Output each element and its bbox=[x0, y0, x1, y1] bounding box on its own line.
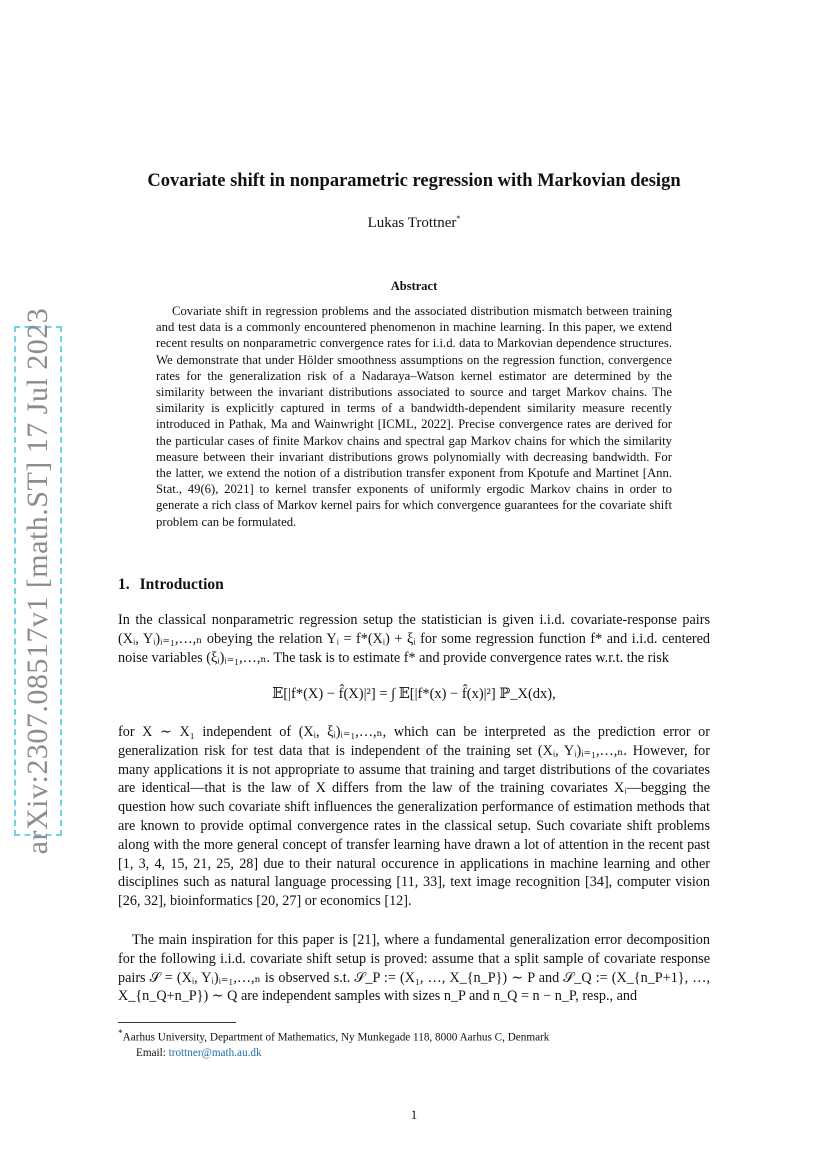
intro-paragraph-2 bbox=[118, 723, 710, 911]
author-name: Lukas Trottner bbox=[367, 215, 457, 231]
paragraph-text: The main inspiration for this paper is [21], where a fundamental generalization error decomposition for the following i.i.d. covariate shift setup is proved: assume that a split sample of covariate response pairs 𝒮 = (Xᵢ, Yᵢ)ᵢ₌₁,…,ₙ is observed s.t. 𝒮_P := (X₁, …, X_{n_P}) ∼ P and 𝒮_Q := (X_{n_P+1}, …, X_{n_Q+n_P}) ∼ Q are independent samples with sizes n_P and n_Q = n − n_P, resp., and bbox=[118, 932, 710, 1005]
paper-title: Covariate shift in nonparametric regression with Markovian design bbox=[147, 171, 681, 191]
arxiv-stamp[interactable] bbox=[14, 307, 62, 855]
risk-equation: 𝔼[|f*(X) − f̂(X)|²] = ∫ 𝔼[|f*(x) − f̂(x)|²] ℙ_X(dx), bbox=[272, 686, 556, 702]
footnote-email-label: Email: bbox=[136, 1047, 166, 1060]
section-title: Introduction bbox=[139, 576, 224, 593]
section-number: 1. bbox=[118, 576, 130, 593]
page-number: 1 bbox=[410, 1107, 418, 1122]
section-heading bbox=[118, 576, 224, 594]
footnote-divider bbox=[118, 1022, 236, 1023]
author-line bbox=[0, 214, 828, 232]
email-link[interactable]: trottner@math.au.dk bbox=[168, 1047, 262, 1060]
paragraph-text: for X ∼ X₁ independent of (Xᵢ, ξᵢ)ᵢ₌₁,…,ₙ, which can be interpreted as the prediction error or generalization risk for test data that is independent of the training set (Xᵢ, Yᵢ)ᵢ₌₁,…,ₙ. However, for many applications it is not appropriate to assume that training and target distributions of the covariates are identical—that is the law of X differs from the law of the training covariates Xᵢ—begging the question how such covariate shift influences the generalization performance of estimation methods that are known to provide optimal convergence rates in the classical setup. Such covariate shift problems along with the more general concept of transfer learning have drawn a lot of attention in the recent past [1, 3, 4, 15, 21, 25, 28] due to their natural occurence in applications in machine learning and other disciplines such as natural language processing [11, 33], text image recognition [34], computer vision [26, 32], bioinformatics [20, 27] or economics [12]. bbox=[118, 724, 710, 910]
footnote bbox=[118, 1027, 718, 1062]
intro-paragraph-1 bbox=[118, 611, 710, 667]
abstract-heading: Abstract bbox=[390, 279, 438, 293]
arxiv-id[interactable]: arXiv:2307.08517v1 [math.ST] 17 Jul 2023 bbox=[21, 307, 54, 855]
abstract-text: Covariate shift in regression problems and the associated distribution mismatch between training and test data is a commonly encountered phenomenon in machine learning. In this paper, we extend recent results on nonparametric convergence rates for i.i.d. data to Markovian dependence structures. We demonstrate that under Hölder smoothness assumptions on the regression function, convergence rates for the generalization risk of a Nadaraya–Watson kernel estimator are determined by the similarity between the invariant distributions associated to source and target Markov chains. The similarity is explicitly captured in terms of a bandwidth-dependent similarity measure recently introduced in Pathak, Ma and Wainwright [ICML, 2022]. Precise convergence rates are derived for the particular cases of finite Markov chains and spectral gap Markov chains for which the similarity measure between their invariant distributions grows polynomially with decreasing bandwidth. For the latter, we extend the notion of a distribution transfer exponent from Kpotufe and Martinet [Ann. Stat., 49(6), 2021] to kernel transfer exponents of uniformly ergodic Markov chains in order to generate a rich class of Markov kernel pairs for which convergence guarantees for the covariate shift problem can be formulated. bbox=[156, 304, 672, 529]
footnote-mark: * bbox=[118, 1029, 123, 1039]
footnote-affiliation bbox=[118, 1027, 718, 1046]
footnote-email-line bbox=[118, 1046, 718, 1062]
paragraph-text: In the classical nonparametric regression setup the statistician is given i.i.d. covariate-response pairs (Xᵢ, Yᵢ)ᵢ₌₁,…,ₙ obeying the relation Yᵢ = f*(Xᵢ) + ξᵢ for some regression function f* and i.i.d. centered noise variables (ξᵢ)ᵢ₌₁,…,ₙ. The task is to estimate f* and provide convergence rates w.r.t. the risk bbox=[118, 612, 710, 666]
abstract-body bbox=[156, 303, 672, 530]
intro-paragraph-3 bbox=[118, 931, 710, 1006]
author-footnote-mark: * bbox=[456, 214, 461, 223]
footnote-affiliation-text: Aarhus University, Department of Mathematics, Ny Munkegade 118, 8000 Aarhus C, Denmark bbox=[122, 1031, 550, 1044]
